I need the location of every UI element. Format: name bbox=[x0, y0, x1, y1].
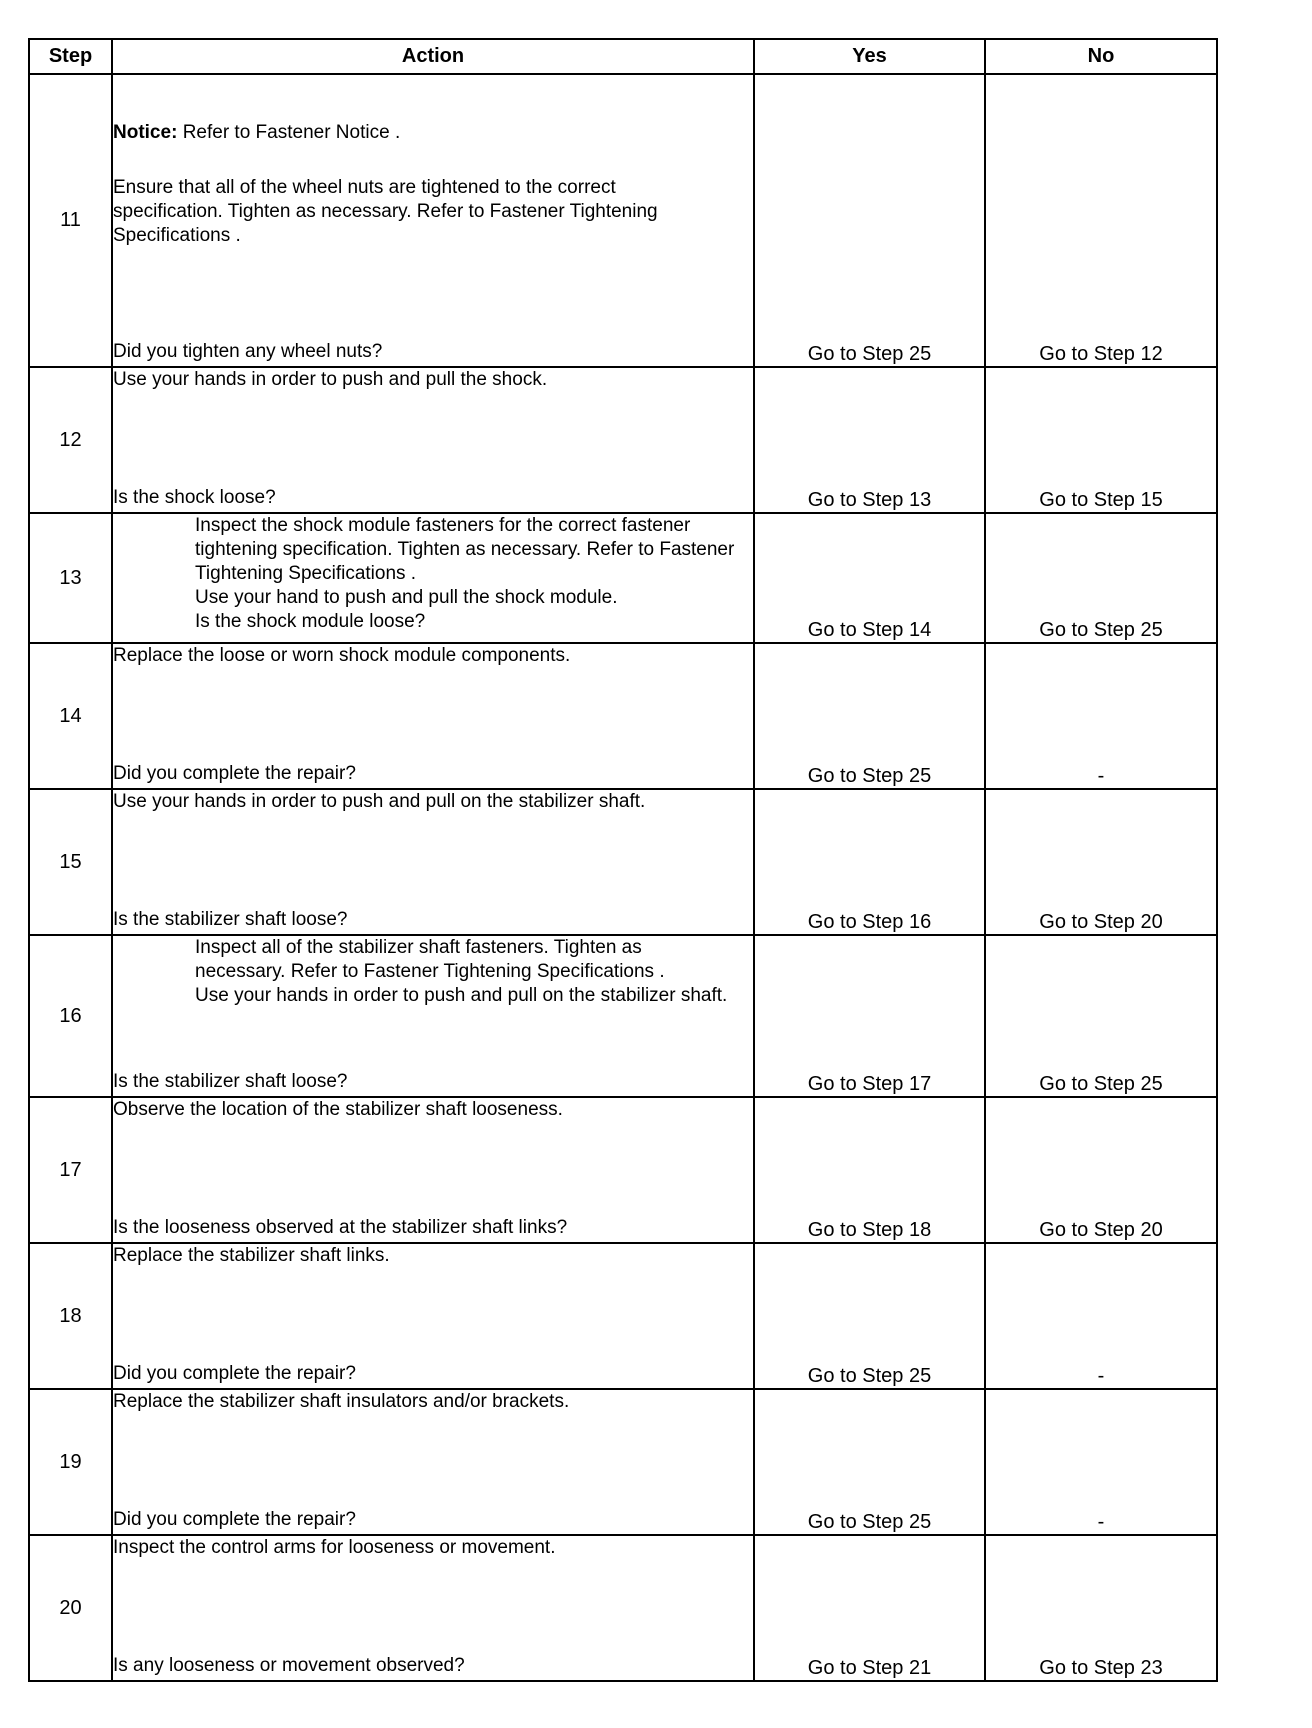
action-question: Did you tighten any wheel nuts? bbox=[113, 341, 383, 362]
action-text: Observe the location of the stabilizer shaft looseness. bbox=[113, 1099, 563, 1120]
yes-result: Go to Step 25 bbox=[754, 74, 985, 367]
table-row bbox=[29, 367, 1217, 513]
header-yes: Yes bbox=[754, 39, 985, 74]
action-cell bbox=[112, 1097, 754, 1243]
table-row bbox=[29, 513, 1217, 643]
step-number: 16 bbox=[29, 935, 112, 1097]
header-row bbox=[29, 39, 1217, 74]
step-number: 11 bbox=[29, 74, 112, 367]
step-number: 13 bbox=[29, 513, 112, 643]
action-cell bbox=[112, 367, 754, 513]
no-result: - bbox=[985, 1389, 1217, 1535]
header-action: Action bbox=[112, 39, 754, 74]
table-row bbox=[29, 1097, 1217, 1243]
no-result: Go to Step 20 bbox=[985, 1097, 1217, 1243]
table-row bbox=[29, 643, 1217, 789]
action-cell bbox=[112, 1535, 754, 1681]
yes-result: Go to Step 25 bbox=[754, 643, 985, 789]
yes-result: Go to Step 13 bbox=[754, 367, 985, 513]
step-number: 19 bbox=[29, 1389, 112, 1535]
header-no: No bbox=[985, 39, 1217, 74]
no-result: - bbox=[985, 1243, 1217, 1389]
yes-result: Go to Step 25 bbox=[754, 1389, 985, 1535]
step-number: 12 bbox=[29, 367, 112, 513]
notice-label: Notice: bbox=[113, 122, 178, 143]
notice bbox=[113, 121, 753, 145]
action-cell bbox=[112, 1389, 754, 1535]
no-result: Go to Step 25 bbox=[985, 935, 1217, 1097]
table-row bbox=[29, 789, 1217, 935]
yes-result: Go to Step 17 bbox=[754, 935, 985, 1097]
action-question: Did you complete the repair? bbox=[113, 1363, 356, 1384]
no-result: Go to Step 12 bbox=[985, 74, 1217, 367]
yes-result: Go to Step 21 bbox=[754, 1535, 985, 1681]
action-cell bbox=[112, 513, 754, 643]
action-cell bbox=[112, 1243, 754, 1389]
action-question: Is the shock module loose? bbox=[195, 611, 426, 632]
step-number: 20 bbox=[29, 1535, 112, 1681]
no-result: Go to Step 15 bbox=[985, 367, 1217, 513]
action-question: Is any looseness or movement observed? bbox=[113, 1655, 465, 1676]
table-row bbox=[29, 935, 1217, 1097]
step-number: 14 bbox=[29, 643, 112, 789]
action-text: Inspect the control arms for looseness or movement. bbox=[113, 1537, 556, 1558]
action-question: Is the looseness observed at the stabilizer shaft links? bbox=[113, 1217, 568, 1238]
no-result: - bbox=[985, 643, 1217, 789]
step-number: 17 bbox=[29, 1097, 112, 1243]
action-cell bbox=[112, 935, 754, 1097]
header-step: Step bbox=[29, 39, 112, 74]
table-row bbox=[29, 1535, 1217, 1681]
action-text: Use your hand to push and pull the shock module. bbox=[195, 587, 618, 608]
action-cell bbox=[112, 74, 754, 367]
no-result: Go to Step 25 bbox=[985, 513, 1217, 643]
table-row bbox=[29, 1389, 1217, 1535]
action-text: Use your hands in order to push and pull on the stabilizer shaft. bbox=[195, 985, 728, 1006]
action-question: Is the stabilizer shaft loose? bbox=[113, 1071, 348, 1092]
action-cell bbox=[112, 643, 754, 789]
action-question: Did you complete the repair? bbox=[113, 763, 356, 784]
step-number: 15 bbox=[29, 789, 112, 935]
no-result: Go to Step 20 bbox=[985, 789, 1217, 935]
yes-result: Go to Step 18 bbox=[754, 1097, 985, 1243]
action-text: Inspect all of the stabilizer shaft fasteners. Tighten as necessary. Refer to Fastener Tightening Specifications . bbox=[195, 937, 665, 982]
action-question: Is the shock loose? bbox=[113, 487, 276, 508]
action-question: Did you complete the repair? bbox=[113, 1509, 356, 1530]
action-text: Use your hands in order to push and pull on the stabilizer shaft. bbox=[113, 791, 646, 812]
action-text: Replace the stabilizer shaft links. bbox=[113, 1245, 390, 1266]
diagnostic-table bbox=[28, 38, 1218, 1682]
action-text: Use your hands in order to push and pull the shock. bbox=[113, 369, 548, 390]
table-row bbox=[29, 74, 1217, 367]
action-cell bbox=[112, 789, 754, 935]
yes-result: Go to Step 16 bbox=[754, 789, 985, 935]
yes-result: Go to Step 25 bbox=[754, 1243, 985, 1389]
action-text: Replace the loose or worn shock module components. bbox=[113, 645, 571, 666]
action-question: Is the stabilizer shaft loose? bbox=[113, 909, 348, 930]
notice-text: Refer to Fastener Notice . bbox=[182, 122, 401, 143]
action-text: Ensure that all of the wheel nuts are tightened to the correct specification. Tighten as necessary. Refer to Fastener Tightening Specifications . bbox=[113, 177, 658, 246]
table-row bbox=[29, 1243, 1217, 1389]
action-text: Replace the stabilizer shaft insulators and/or brackets. bbox=[113, 1391, 570, 1412]
action-text: Inspect the shock module fasteners for the correct fastener tightening specification. Tighten as necessary. Refer to Fastener Tightening Specifications . bbox=[195, 515, 735, 584]
step-number: 18 bbox=[29, 1243, 112, 1389]
yes-result: Go to Step 14 bbox=[754, 513, 985, 643]
no-result: Go to Step 23 bbox=[985, 1535, 1217, 1681]
